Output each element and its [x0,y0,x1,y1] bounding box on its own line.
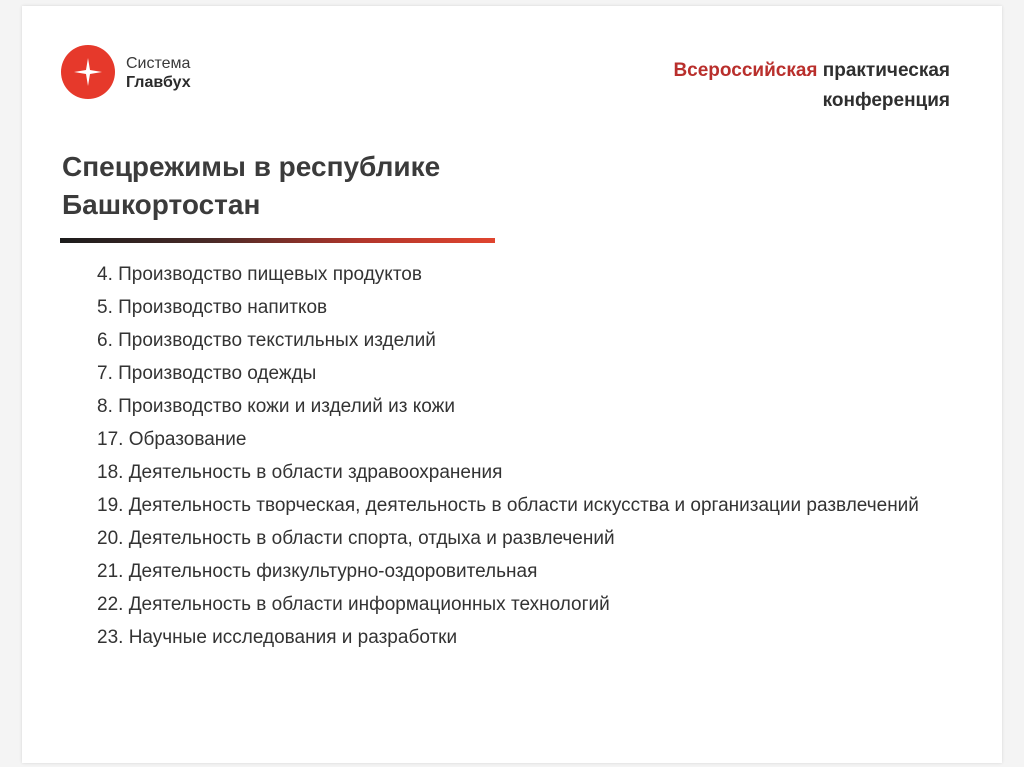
title-underline [60,238,495,243]
logo-line-2: Главбух [126,74,191,91]
activity-list [97,264,967,660]
list-item: 21. Деятельность физкультурно-оздоровительная [97,561,538,582]
list-item: 5. Производство напитков [97,297,328,318]
list-item: 4. Производство пищевых продуктов [97,264,422,285]
list-item: 20. Деятельность в области спорта, отдыха и развлечений [97,528,615,549]
title-line-2: Башкортостан [62,189,261,220]
conference-line-1-rest: практическая [822,60,950,81]
slide-title [62,148,622,224]
logo-text [126,54,191,92]
list-item: 17. Образование [97,429,247,450]
list-item: 22. Деятельность в области информационных технологий [97,594,610,615]
conference-accent-word: Всероссийская [673,60,818,81]
title-line-1: Спецрежимы в республике [62,151,441,182]
sistema-glavbuh-logo-icon [60,44,116,100]
list-item: 8. Производство кожи и изделий из кожи [97,396,455,417]
list-item: 7. Производство одежды [97,363,317,384]
conference-line-2: конференция [822,90,950,111]
logo-line-1: Система [126,55,191,72]
list-item: 6. Производство текстильных изделий [97,330,436,351]
slide [22,6,1002,763]
logo [60,44,250,106]
list-item: 19. Деятельность творческая, деятельность в области искусства и организации развлечений [97,495,919,516]
list-item: 18. Деятельность в области здравоохранения [97,462,503,483]
list-item: 23. Научные исследования и разработки [97,627,458,648]
conference-label [673,56,950,116]
